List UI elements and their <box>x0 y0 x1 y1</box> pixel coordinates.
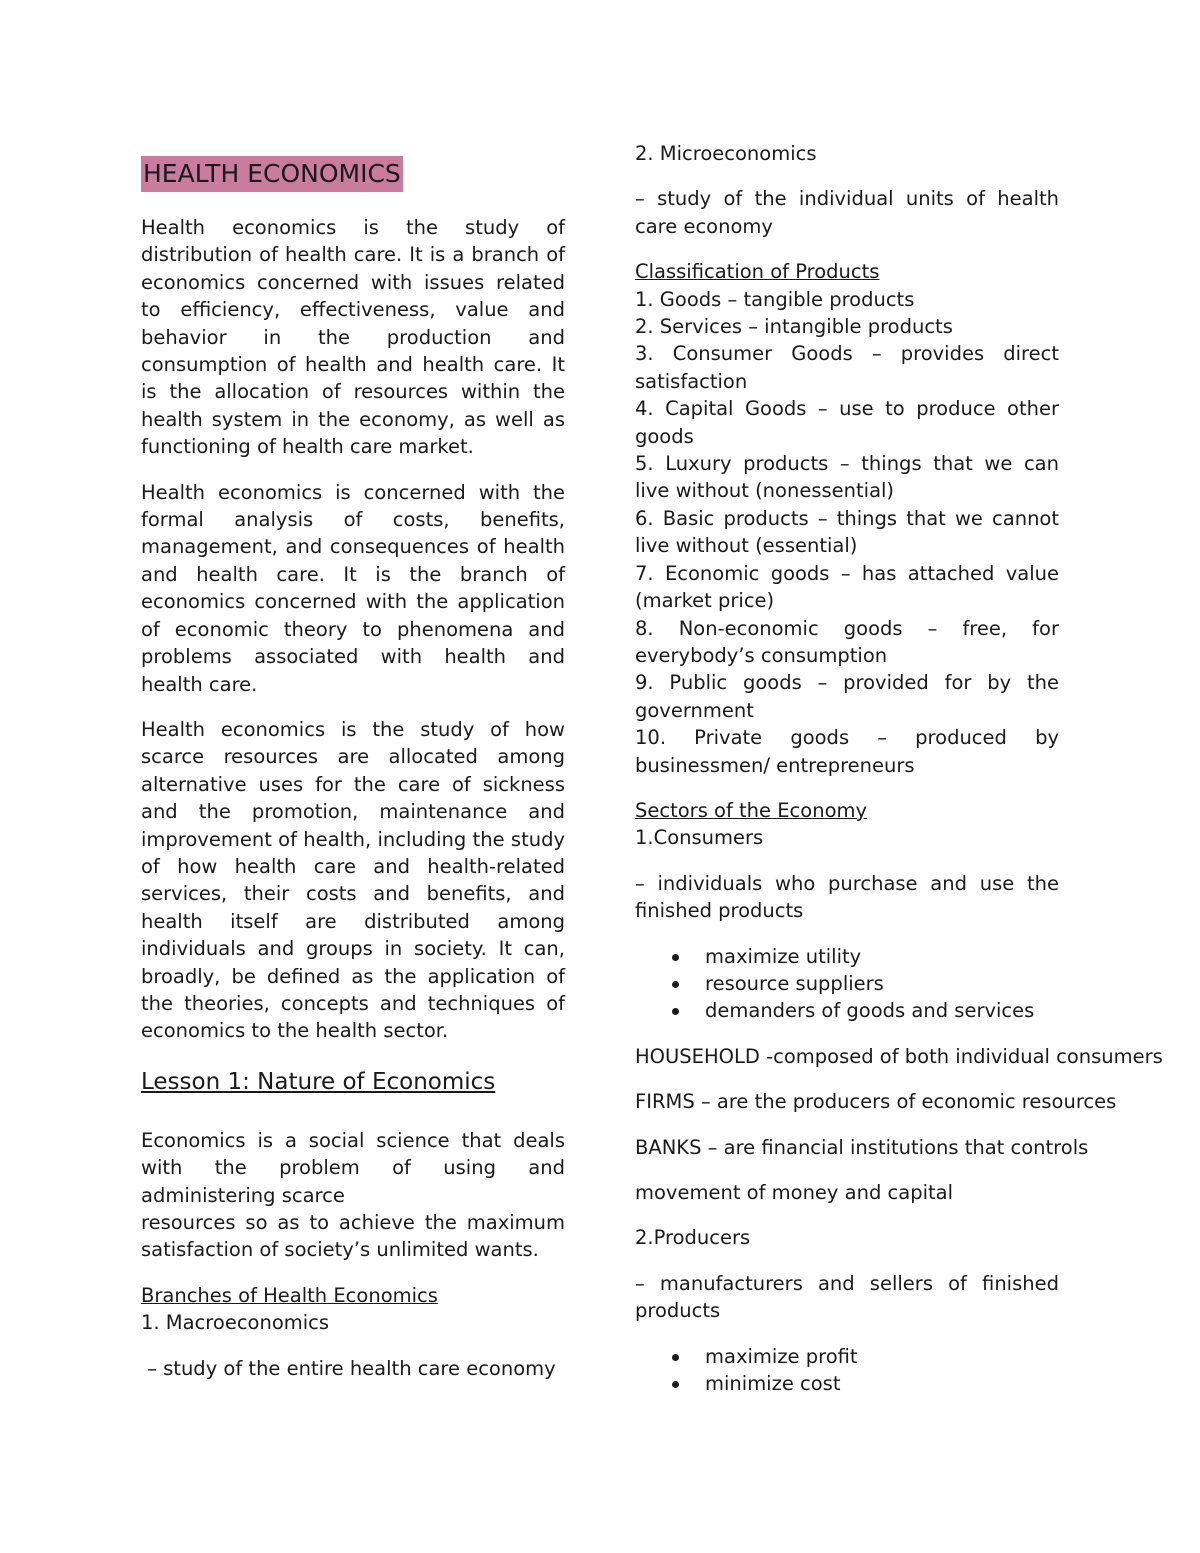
list-item: 10. Private goods – produced by businessmen/ entrepreneurs <box>635 726 1059 777</box>
producer-bullet-list <box>635 1343 1059 1398</box>
list-item: 8. Non-economic goods – free, for everybody’s consumption <box>635 616 1059 667</box>
sectors-heading: Sectors of the Economy <box>635 798 868 822</box>
list-item: 1. Goods – tangible products <box>635 287 915 311</box>
list-item: 3. Consumer Goods – provides direct satisfaction <box>635 342 1059 393</box>
classification-heading: Classification of Products <box>635 260 880 284</box>
consumer-bullet-list <box>635 943 1059 1025</box>
microeconomics-description: – study of the individual units of health care economy <box>635 187 1059 238</box>
producers-label: 2.Producers <box>635 1226 751 1250</box>
list-item: minimize cost <box>705 1370 1059 1397</box>
lesson-title: Lesson 1: Nature of Economics <box>141 1068 496 1095</box>
list-item: 6. Basic products – things that we cannot live without (essential) <box>635 506 1059 558</box>
economics-definition-line2: resources so as to achieve the maximum satisfaction of society’s unlimited wants. <box>141 1211 565 1262</box>
producers-description: – manufacturers and sellers of finished products <box>635 1271 1059 1323</box>
right-column <box>635 140 1163 1415</box>
document-title: HEALTH ECONOMICS <box>141 156 403 192</box>
list-item: maximize utility <box>705 943 1059 970</box>
list-item: resource suppliers <box>705 970 1059 997</box>
branches-heading: Branches of Health Economics <box>141 1283 438 1307</box>
firms-definition: FIRMS – are the producers of economic resources <box>635 1090 1117 1114</box>
list-item: maximize profit <box>705 1343 1059 1370</box>
banks-definition: BANKS – are financial institutions that controls <box>635 1135 1089 1159</box>
intro-paragraph-2: Health economics is concerned with the formal analysis of costs, benefits, management, and consequences of health and health care. It is the branch of economics concerned with the application of economic theory to phenomena and problems associated with health and health care. <box>141 480 565 696</box>
list-item: 7. Economic goods – has attached value (market price) <box>635 561 1059 613</box>
list-item: demanders of goods and services <box>705 997 1059 1024</box>
product-classification-list <box>635 286 1059 779</box>
household-definition: HOUSEHOLD -composed of both individual consumers <box>635 1044 1163 1068</box>
macroeconomics-description: – study of the entire health care economy <box>141 1356 556 1380</box>
macroeconomics-label: 1. Macroeconomics <box>141 1311 330 1335</box>
list-item: 9. Public goods – provided for by the government <box>635 671 1059 722</box>
consumers-description: – individuals who purchase and use the finished products <box>635 871 1059 923</box>
economics-definition-line1: Economics is a social science that deals with the problem of using and administering scarce <box>141 1128 565 1207</box>
consumers-label: 1.Consumers <box>635 826 764 850</box>
list-item: 4. Capital Goods – use to produce other goods <box>635 397 1059 448</box>
left-column <box>141 156 565 1382</box>
list-item: 2. Services – intangible products <box>635 315 953 339</box>
intro-paragraph-1: Health economics is the study of distribution of health care. It is a branch of economics concerned with issues related to efficiency, effectiveness, value and behavior in the production and consumption of health and health care. It is the allocation of resources within the health system in the economy, as well as functioning of health care market. <box>141 216 565 459</box>
intro-paragraph-3: Health economics is the study of how scarce resources are allocated among alternative uses for the care of sickness and the promotion, maintenance and improvement of health, including the study of how health care and health-related services, their costs and benefits, and health itself are distributed among individuals and groups in society. It can, broadly, be defined as the application of the theories, concepts and techniques of economics to the health sector. <box>141 717 565 1043</box>
microeconomics-label: 2. Microeconomics <box>635 142 817 165</box>
banks-definition-continued: movement of money and capital <box>635 1181 954 1204</box>
list-item: 5. Luxury products – things that we can live without (nonessential) <box>635 452 1059 503</box>
